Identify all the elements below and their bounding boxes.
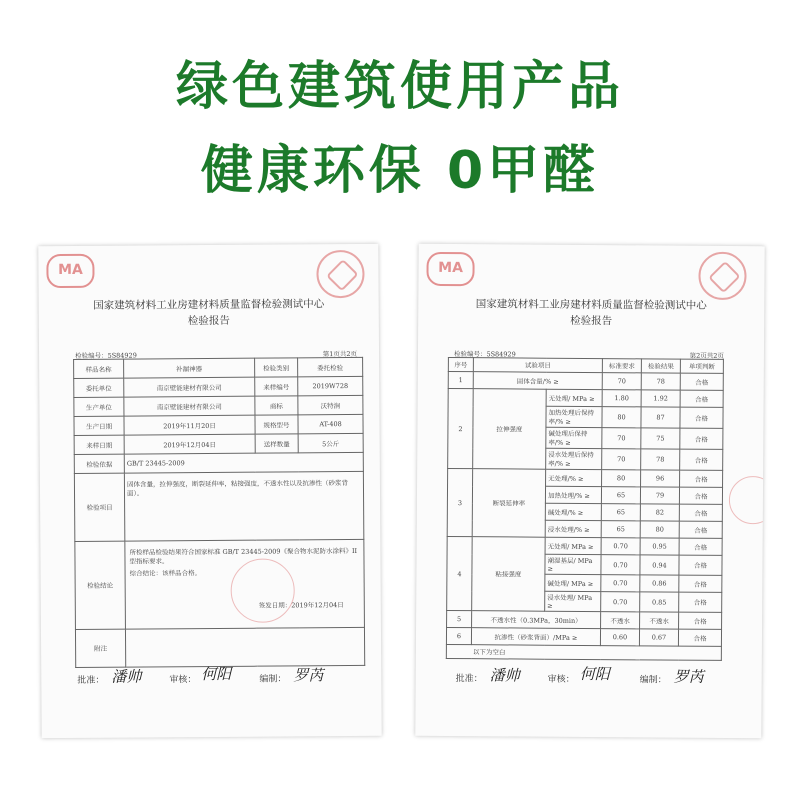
ma-stamp-icon: MA: [46, 254, 94, 288]
result-value: 不透水: [640, 612, 679, 629]
row-number: 1: [448, 372, 473, 389]
report-page-1: [38, 244, 381, 738]
label-cell: 检验项目: [74, 473, 124, 541]
review-signature: 何阳: [201, 664, 232, 684]
result-value: 96: [641, 470, 680, 487]
standard-value: 0.70: [601, 538, 640, 555]
inspection-seal-icon: [230, 558, 294, 622]
condition: 无处理/ MPa ≥: [546, 389, 602, 406]
value-cell: 补漏神器: [124, 358, 255, 378]
conclusion-summary: 综合结论：该样品合格。: [129, 569, 202, 578]
judgement: 合格: [680, 390, 723, 407]
result-value: 78: [641, 449, 680, 470]
row-number: 5: [447, 611, 472, 628]
approve-signature: 潘帅: [489, 666, 520, 685]
judgement: 合格: [680, 428, 723, 449]
condition: 浸水处理/% ≥: [545, 520, 601, 537]
condition: 加热处理后保持率/% ≥: [546, 406, 602, 427]
report-info-table: [73, 357, 365, 668]
certification-seal-icon: [698, 252, 746, 300]
table-row: [448, 372, 723, 391]
value-cell: 2019年12月04日: [124, 434, 255, 454]
label-cell: 规格型号: [255, 415, 298, 434]
condition: 碱处理/ MPa ≥: [545, 574, 601, 591]
label-cell: 检验结论: [75, 541, 126, 629]
label-cell: 生产日期: [74, 416, 124, 435]
label-cell: 委托单位: [74, 378, 124, 397]
issue-date: 签发日期：2019年12月04日: [258, 601, 344, 610]
header-cell: 单项判断: [680, 359, 723, 373]
conclusion-text: 所检样品检验结果符合国家标准 GB/T 23445-2009《聚合物水泥防水涂料》II 型指标要求。: [129, 546, 358, 566]
row-number: 2: [448, 389, 474, 469]
condition: 潮湿基层/ MPa ≥: [545, 554, 601, 574]
certification-seal-icon: [316, 250, 364, 298]
blank-note: 以下为空白: [446, 645, 721, 661]
condition: 浸水处理后保持率/% ≥: [546, 448, 602, 469]
condition: 浸水处理/ MPa ≥: [545, 591, 601, 611]
test-item: 抗渗性（砂浆背面）/MPa ≥: [471, 628, 600, 646]
review-label: 审核：: [547, 674, 575, 685]
value-cell: 2019年11月20日: [124, 415, 255, 435]
result-value: 80: [640, 521, 679, 538]
judgement: 合格: [680, 373, 723, 390]
table-row: [447, 537, 722, 556]
header-cell: 序号: [448, 358, 473, 372]
standard-value: 65: [601, 487, 640, 504]
value-cell: 委托检验: [298, 357, 363, 376]
label-cell: 附注: [75, 629, 125, 667]
value-cell: AT-408: [298, 414, 363, 433]
condition: 碱处理/% ≥: [545, 503, 601, 520]
label-cell: 样品名称: [74, 359, 124, 378]
result-value: 79: [640, 487, 679, 504]
review-signature: 何阳: [579, 664, 610, 684]
conclusion-cell: [125, 539, 365, 629]
standard-value: 0.70: [601, 555, 640, 575]
test-item: 固体含量/% ≥: [473, 372, 602, 390]
banner-line-2: 健康环保 0甲醛: [200, 141, 600, 201]
approve-signature: 潘帅: [111, 667, 142, 686]
edit-label: 编制：: [639, 675, 667, 686]
row-number: 3: [447, 469, 472, 537]
judgement: 合格: [679, 612, 722, 629]
label-cell: 检验类别: [255, 358, 298, 377]
test-item: 不透水性（0.3MPa，30min）: [472, 611, 601, 629]
edit-signature: 罗芮: [293, 666, 324, 685]
result-value: 75: [641, 428, 680, 449]
result-value: 0.86: [640, 575, 679, 592]
report-title: 检验报告: [570, 314, 613, 328]
judgement: 合格: [679, 538, 722, 555]
report-title: 检验报告: [187, 314, 230, 328]
judgement: 合格: [679, 487, 722, 504]
table-row: [447, 611, 722, 630]
standard-value: 70: [602, 373, 641, 390]
standard-value: 70: [602, 428, 641, 449]
label-cell: 来样编号: [255, 377, 298, 396]
seam-seal-icon: [729, 476, 765, 524]
result-value: 0.95: [640, 538, 679, 555]
condition: 无处理/ MPa ≥: [545, 537, 601, 554]
edit-signature: 罗芮: [673, 667, 704, 686]
approve-label: 批准：: [77, 675, 105, 686]
judgement: 合格: [680, 407, 723, 428]
value-cell: 2019W728: [298, 376, 363, 395]
banner-line-1: 绿色建筑使用产品: [175, 57, 624, 117]
result-value: 0.94: [640, 555, 679, 575]
report-page-2: [415, 244, 764, 738]
test-item: 拉伸强度: [473, 389, 547, 470]
judgement: 合格: [679, 555, 722, 575]
judgement: 合格: [679, 592, 722, 612]
label-cell: 生产单位: [74, 397, 124, 416]
row-number: 6: [446, 628, 471, 645]
report-page-number: 第1页共2页: [322, 349, 358, 359]
result-value: 78: [641, 373, 680, 390]
report-page-number: 第2页共2页: [689, 351, 724, 360]
label-cell: 检验依据: [74, 454, 124, 473]
test-item: 断裂延伸率: [472, 469, 545, 538]
standard-value: 70: [602, 449, 641, 470]
standard-value: 80: [602, 407, 641, 428]
report-number: 检验编号：5S84929: [453, 350, 516, 359]
standard-value: 0.70: [601, 575, 640, 592]
judgement: 合格: [678, 629, 721, 646]
remark-value: [125, 627, 364, 667]
judgement: 合格: [680, 449, 723, 470]
approve-label: 批准：: [455, 674, 483, 685]
judgement: 合格: [679, 504, 722, 521]
condition: 碱处理后保持率/% ≥: [546, 427, 602, 448]
standard-value: 65: [601, 521, 640, 538]
table-row: [446, 628, 721, 647]
table-row: [448, 469, 723, 488]
standard-value: 0.70: [601, 592, 640, 612]
judgement: 合格: [680, 470, 723, 487]
review-label: 审核：: [169, 675, 197, 686]
basis-value: GB/T 23445-2009: [124, 452, 363, 473]
judgement: 合格: [679, 575, 722, 592]
header-cell: 检验结果: [641, 359, 680, 373]
result-value: 0.67: [639, 629, 678, 646]
condition: 加热处理/% ≥: [545, 486, 601, 503]
header-cell: 试验项目: [473, 358, 602, 373]
label-cell: 送样数量: [255, 434, 298, 453]
value-cell: 南京壁能建材有限公司: [124, 377, 255, 397]
judgement: 合格: [679, 521, 722, 538]
condition: 无处理/% ≥: [546, 469, 602, 486]
label-cell: 来样日期: [74, 435, 124, 454]
standard-value: 80: [602, 470, 641, 487]
report-number: 检验编号：5S84929: [75, 351, 137, 360]
value-cell: 沃特涧: [298, 395, 363, 414]
report-org: 国家建筑材料工业房建材料质量监督检验测试中心: [93, 298, 325, 312]
value-cell: 5公斤: [298, 433, 363, 452]
table-row: [448, 389, 723, 408]
items-value: 固体含量，拉伸强度，断裂延伸率，粘接强度，不透水性以及抗渗性（砂浆背面）。: [124, 471, 363, 541]
value-cell: 南京壁能建材有限公司: [124, 396, 255, 416]
result-value: 1.92: [641, 390, 680, 407]
result-value: 0.85: [640, 592, 679, 612]
label-cell: 商标: [255, 396, 298, 415]
result-value: 82: [640, 504, 679, 521]
ma-stamp-icon: MA: [426, 252, 474, 286]
test-item: 粘接强度: [472, 537, 546, 612]
header-cell: 标准要求: [602, 359, 641, 373]
standard-value: 0.60: [600, 629, 639, 646]
standard-value: 不透水: [601, 612, 640, 629]
standard-value: 65: [601, 504, 640, 521]
row-number: 4: [447, 537, 473, 611]
standard-value: 1.80: [602, 390, 641, 407]
result-value: 87: [641, 407, 680, 428]
test-results-table: [446, 357, 724, 661]
report-org: 国家建筑材料工业房建材料质量监督检验测试中心: [475, 298, 707, 312]
table-row: [446, 645, 721, 661]
edit-label: 编制：: [259, 674, 287, 685]
